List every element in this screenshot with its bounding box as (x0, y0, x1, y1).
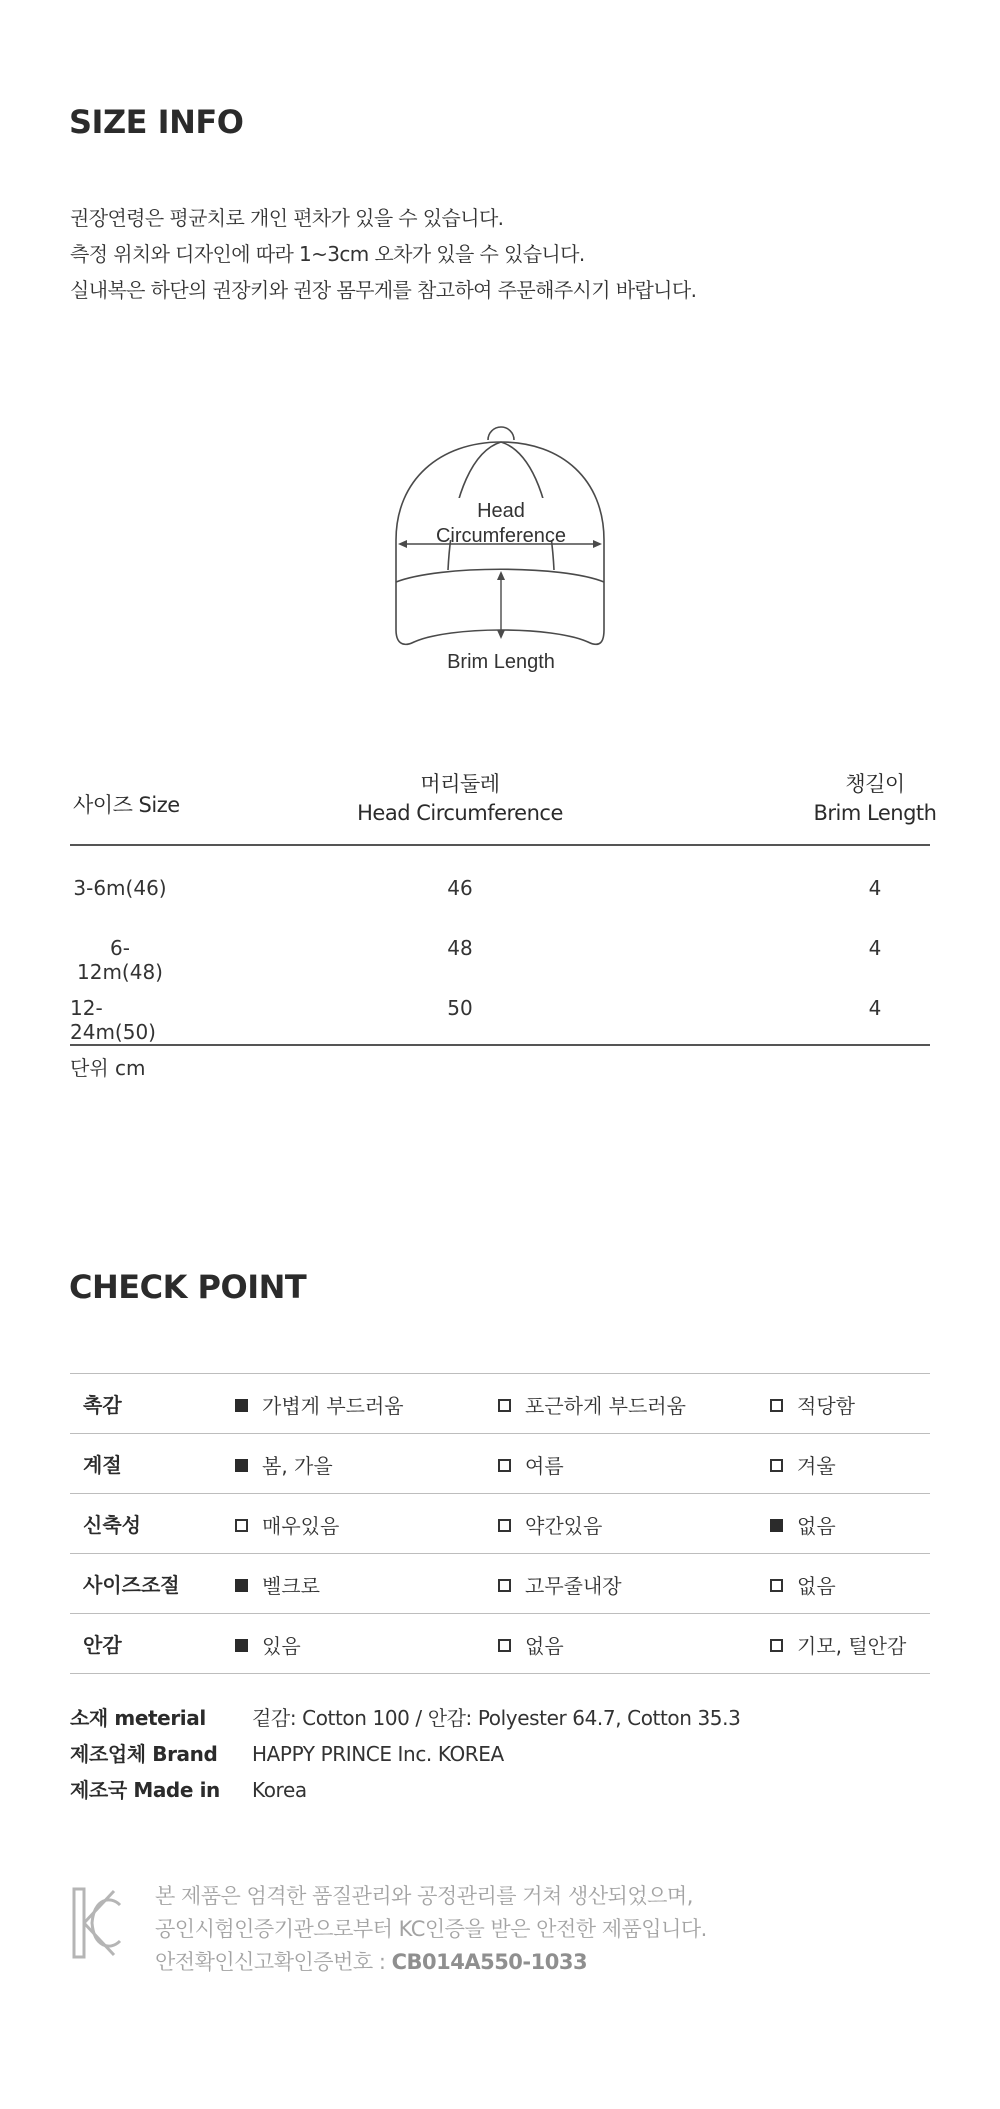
check-option (498, 1570, 622, 1599)
unit-note: 단위 cm (70, 1056, 146, 1080)
check-point-table (70, 1373, 930, 1674)
checkbox-icon (235, 1399, 248, 1412)
check-option (770, 1510, 836, 1539)
check-option-label: 기모, 털안감 (797, 1634, 907, 1658)
intro-line: 권장연령은 평균치로 개인 편차가 있을 수 있습니다. (70, 206, 504, 230)
check-option-label: 고무줄내장 (525, 1574, 622, 1598)
check-option-label: 약간있음 (525, 1514, 603, 1538)
check-option-label: 매우있음 (262, 1514, 340, 1538)
checkbox-icon (498, 1639, 511, 1652)
check-row (70, 1374, 930, 1434)
table-row (70, 980, 930, 1044)
header-size: 사이즈 Size (73, 793, 180, 817)
check-row-label: 신축성 (83, 1513, 141, 1537)
size-info-title: SIZE INFO (69, 103, 244, 141)
check-row (70, 1614, 930, 1674)
size-info-intro (70, 200, 696, 308)
checkbox-icon (235, 1579, 248, 1592)
brim-label: Brim Length (447, 651, 555, 673)
check-option (498, 1510, 602, 1539)
cell-size: 12-24m(50) (70, 996, 156, 1044)
header-brim-en: Brim Length (813, 801, 937, 825)
cell-size: 3-6m(46) (73, 876, 167, 900)
check-row-label: 촉감 (83, 1393, 122, 1417)
header-brim-ko: 챙길이 (845, 772, 905, 796)
checkbox-icon (498, 1579, 511, 1592)
check-row (70, 1434, 930, 1494)
table-row (70, 920, 930, 984)
check-row (70, 1554, 930, 1614)
check-option (770, 1570, 836, 1599)
check-option-label: 가볍게 부드러움 (262, 1394, 404, 1418)
check-option (770, 1390, 855, 1419)
check-option-label: 여름 (525, 1454, 564, 1478)
check-option-label: 없음 (797, 1514, 836, 1538)
check-option-label: 없음 (797, 1574, 836, 1598)
check-option (770, 1630, 906, 1659)
meta-key: 소재 meterial (70, 1706, 206, 1730)
checkbox-icon (235, 1519, 248, 1532)
checkbox-icon (770, 1579, 783, 1592)
checkbox-icon (770, 1639, 783, 1652)
kc-mark-icon (70, 1885, 124, 1961)
cap-button-shape (488, 427, 514, 440)
size-table (70, 770, 937, 1046)
check-row-label: 사이즈조절 (83, 1573, 180, 1597)
check-option (235, 1390, 404, 1419)
intro-line: 실내복은 하단의 권장키와 권장 몸무게를 참고하여 주문해주시기 바랍니다. (70, 278, 697, 302)
size-table-body (70, 846, 930, 1046)
cell-head: 46 (447, 876, 473, 900)
kc-line (155, 1946, 707, 1979)
check-option-label: 봄, 가을 (262, 1454, 333, 1478)
meta-key: 제조국 Made in (70, 1778, 220, 1802)
head-label-1: Head (477, 500, 525, 522)
check-option-label: 적당함 (797, 1394, 855, 1418)
checkbox-icon (770, 1459, 783, 1472)
meta-key: 제조업체 Brand (70, 1742, 218, 1766)
checkbox-icon (498, 1459, 511, 1472)
intro-line: 측정 위치와 디자인에 따라 1~3cm 오차가 있을 수 있습니다. (70, 242, 585, 266)
check-option-label: 포근하게 부드러움 (525, 1394, 686, 1418)
head-label-2: Circumference (435, 525, 567, 547)
check-row-label: 안감 (83, 1633, 122, 1657)
check-option (235, 1450, 333, 1479)
kc-cert-label: 안전확인신고확인증번호 : (155, 1950, 392, 1974)
kc-line: 본 제품은 엄격한 품질관리와 공정관리를 거쳐 생산되었으며, (155, 1884, 693, 1908)
size-table-header (70, 770, 937, 846)
kc-line: 공인시험인증기관으로부터 KC인증을 받은 안전한 제품입니다. (155, 1917, 707, 1941)
header-head (355, 770, 565, 828)
check-option-label: 없음 (525, 1634, 564, 1658)
meta-value: Korea (252, 1778, 307, 1802)
check-option (498, 1450, 564, 1479)
cell-head: 48 (447, 936, 473, 960)
check-row-label: 계절 (83, 1453, 122, 1477)
cell-brim: 4 (868, 936, 882, 960)
header-head-en: Head Circumference (357, 801, 563, 825)
meta-value: HAPPY PRINCE Inc. KOREA (252, 1742, 504, 1766)
checkbox-icon (235, 1459, 248, 1472)
check-row (70, 1494, 930, 1554)
check-option (235, 1570, 320, 1599)
checkbox-icon (498, 1399, 511, 1412)
checkbox-icon (235, 1639, 248, 1652)
check-option (235, 1510, 339, 1539)
cell-head: 50 (447, 996, 473, 1020)
checkbox-icon (498, 1519, 511, 1532)
kc-cert-number: CB014A550-1033 (391, 1950, 588, 1974)
check-option (498, 1390, 686, 1419)
kc-notice (155, 1880, 707, 1979)
cell-size: 6-12m(48) (77, 936, 163, 984)
check-option (498, 1630, 564, 1659)
header-head-ko: 머리둘레 (420, 772, 500, 796)
check-option (235, 1630, 301, 1659)
check-option-label: 있음 (262, 1634, 301, 1658)
check-option-label: 겨울 (797, 1454, 836, 1478)
meta-value: 겉감: Cotton 100 / 안감: Polyester 64.7, Cotton 35.3 (252, 1706, 741, 1730)
cap-diagram (380, 420, 630, 680)
check-option-label: 벨크로 (262, 1574, 320, 1598)
table-row (70, 860, 930, 920)
check-option (770, 1450, 836, 1479)
header-brim (800, 770, 950, 828)
cell-brim: 4 (868, 996, 882, 1020)
checkbox-icon (770, 1519, 783, 1532)
check-point-title: CHECK POINT (69, 1268, 307, 1306)
cell-brim: 4 (868, 876, 882, 900)
checkbox-icon (770, 1399, 783, 1412)
